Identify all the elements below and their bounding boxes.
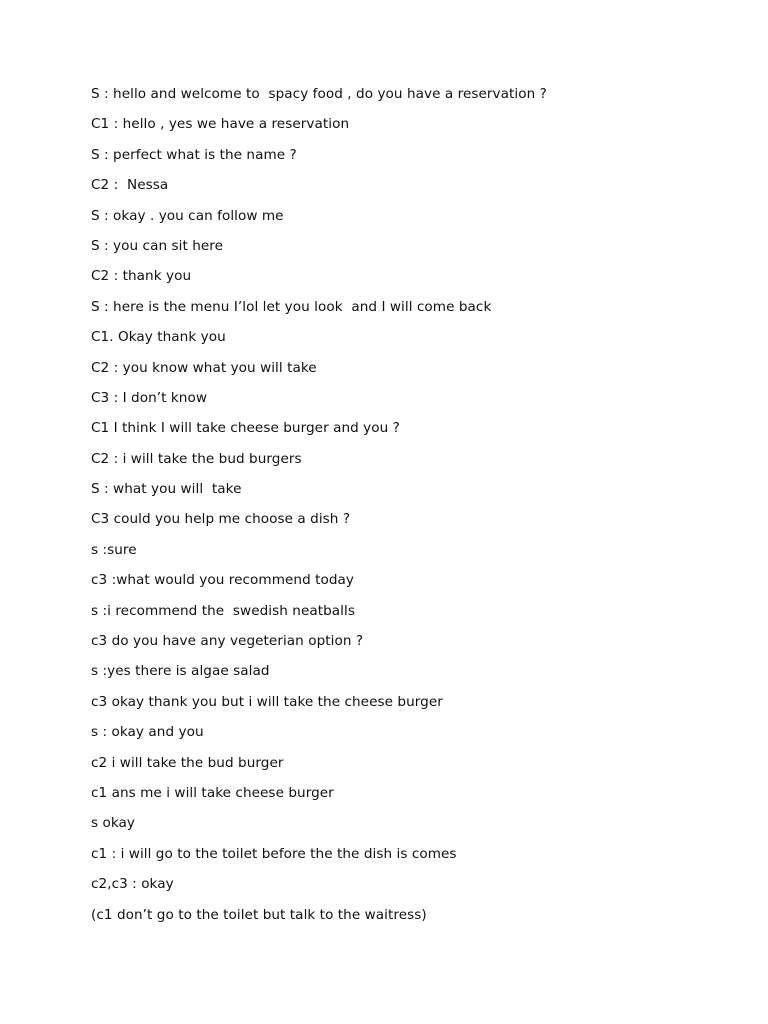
dialogue-line: S : you can sit here [91, 237, 224, 254]
dialogue-line: c3 :what would you recommend today [91, 572, 355, 589]
dialogue-line: S : here is the menu I’lol let you look and I will come back [91, 298, 492, 315]
dialogue-line: s :yes there is algae salad [91, 663, 270, 680]
dialogue-line: s okay [91, 815, 136, 832]
dialogue-line: (c1 don’t go to the toilet but talk to the waitress) [91, 906, 427, 923]
dialogue-line: s :i recommend the swedish neatballs [91, 602, 355, 619]
dialogue-line: s : okay and you [91, 724, 204, 741]
dialogue-line: C2 : thank you [91, 268, 192, 285]
dialogue-line: S : perfect what is the name ? [91, 146, 297, 163]
dialogue-line: C3 : I don’t know [91, 389, 207, 406]
dialogue-line: S : what you will take [91, 481, 242, 498]
dialogue-line: c2,c3 : okay [91, 876, 174, 893]
dialogue-line: S : hello and welcome to spacy food , do you have a reservation ? [91, 86, 547, 102]
dialogue-line: C1 I think I will take cheese burger and you ? [91, 420, 400, 437]
dialogue-line: c1 : i will go to the toilet before the the dish is comes [91, 845, 457, 862]
dialogue-line: C3 could you help me choose a dish ? [91, 511, 351, 528]
dialogue-line: S : okay . you can follow me [91, 207, 284, 224]
dialogue-line: C1. Okay thank you [91, 329, 226, 346]
dialogue-line: s :sure [91, 541, 137, 558]
dialogue-line: C2 : Nessa [91, 177, 169, 194]
dialogue-line: C1 : hello , yes we have a reservation [91, 116, 350, 133]
dialogue-line: c2 i will take the bud burger [91, 754, 284, 771]
dialogue-line: C2 : i will take the bud burgers [91, 450, 302, 467]
dialogue-line: c3 okay thank you but i will take the cheese burger [91, 693, 443, 710]
dialogue-line: C2 : you know what you will take [91, 359, 317, 376]
dialogue-line: c1 ans me i will take cheese burger [91, 784, 334, 801]
dialogue-line: c3 do you have any vegeterian option ? [91, 633, 364, 650]
dialogue-text [91, 84, 547, 935]
